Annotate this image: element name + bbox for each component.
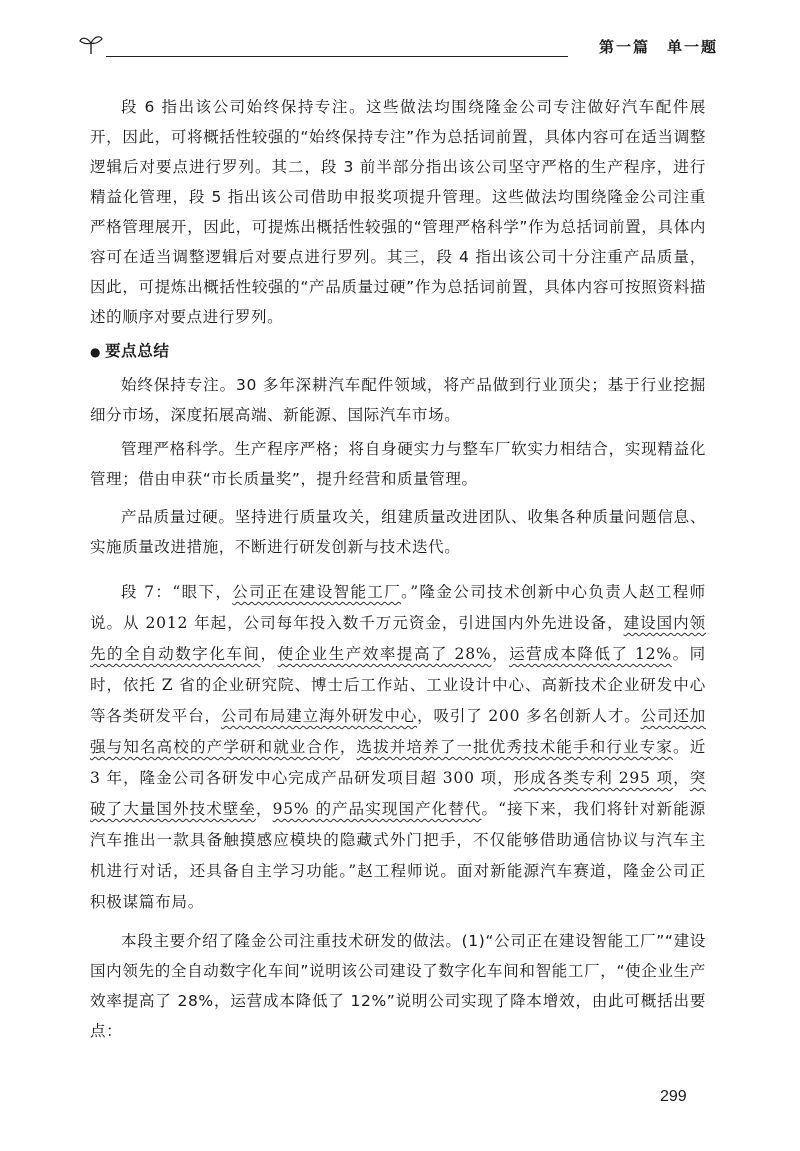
header-rule: [106, 56, 568, 57]
underlined-phrase: 运营成本降低了 12%: [509, 645, 672, 663]
analysis-paragraph: 段 6 指出该公司始终保持专注。这些做法均围绕隆金公司专注做好汽车配件展开，因此，可将概括性较强的“始终保持专注”作为总括词前置，具体内容可在适当调整逻辑后对要点进行罗列。其二，段 3 前半部分指出该公司坚守严格的生产程序，进行精益化管理，段 5 指出该公司借助申报奖项提升管理。这些做法均围绕隆金公司注重严格管理展开，因此，可提炼出概括性较强的“管理严格科学”作为总括词前置，具体内容可在适当调整逻辑后对要点进行罗列。其三，段 4 指出该公司十分注重产品质量，因此，可提炼出概括性较强的“产品质量过硬”作为总括词前置，具体内容可按照资料描述的顺序对要点进行罗列。: [90, 98, 706, 326]
underlined-phrase: 形成各类专利 295 项: [513, 769, 674, 787]
underlined-phrase: 建设国内领先的全自动数字化车间: [90, 614, 706, 663]
underlined-phrase: 公司正在建设智能工厂: [232, 583, 402, 601]
source-paragraph-7: 段 7：“眼下，公司正在建设智能工厂。”隆金公司技术创新中心负责人赵工程师说。从 2012 年起，公司每年投入数千万元资金，引进国内外先进设备，建设国内领先的全自动数字化车间，使企业生产效率提高了 28%，运营成本降低了 12%。同时，依托 Z 省的企业研究院、博士后工作站、工业设计中心、高新技术企业研发中心等各类研发平台，公司布局建立海外研发中心，吸引了 200 多名创新人才。公司还加强与知名高校的产学研和就业合作，选拔并培养了一批优秀技术能手和行业专家。近 3 年，隆金公司各研发中心完成产品研发项目超 300 项，形成各类专利 295 项，突破了大量国外技术壁垒，95% 的产品实现国产化替代。“接下来，我们将针对新能源汽车推出一款具备触摸感应模块的隐藏式外门把手，不仅能够借助通信协议与汽车主机进行对话，还具备自主学习功能。”赵工程师说。面对新能源汽车赛道，隆金公司正积极谋篇布局。: [90, 583, 706, 911]
bullet-icon: ●: [90, 345, 102, 359]
underlined-phrase: 公司布局建立海外研发中心: [220, 707, 418, 725]
summary-heading: ● 要点总结: [90, 342, 170, 360]
summary-point-quality: 产品质量过硬。坚持进行质量攻关，组建质量改进团队、收集各种质量问题信息、实施质量改进措施，不断进行研发创新与技术迭代。: [90, 508, 706, 556]
sprout-icon: [78, 32, 104, 56]
summary-point-management: 管理严格科学。生产程序严格；将自身硬实力与整车厂软实力相结合，实现精益化管理；借由申获“市长质量奖”，提升经营和质量管理。: [90, 440, 706, 488]
underlined-phrase: 使企业生产效率提高了 28%: [277, 645, 492, 663]
analysis-paragraph-8: 本段主要介绍了隆金公司注重技术研发的做法。(1)“公司正在建设智能工厂”“建设国内领先的全自动数字化车间”说明该公司建设了数字化车间和智能工厂，“使企业生产效率提高了 28%，运营成本降低了 12%”说明公司实现了降本增效，由此可概括出要点：: [90, 932, 706, 1040]
chapter-title: 第一篇 单一题: [598, 38, 718, 56]
underlined-phrase: 突破了大量国外技术壁垒: [90, 769, 706, 818]
underlined-phrase: 公司还加强与知名高校的产学研和就业合作: [90, 707, 706, 756]
summary-point-focus: 始终保持专注。30 多年深耕汽车配件领域，将产品做到行业顶尖；基于行业挖掘细分市场，深度拓展高端、新能源、国际汽车市场。: [90, 376, 706, 424]
page-number: 299: [660, 1088, 687, 1105]
page-header: [78, 30, 718, 60]
underlined-phrase: 95% 的产品实现国产化替代: [272, 800, 482, 818]
underlined-phrase: 选拔并培养了一批优秀技术能手和行业专家: [356, 738, 674, 756]
